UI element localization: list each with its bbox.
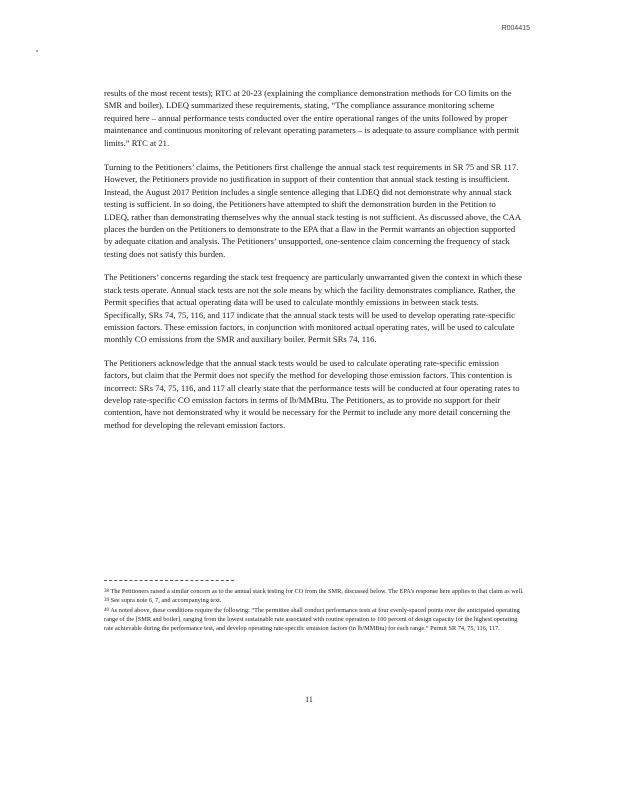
footnote-text: As noted above, these conditions require the following: “The permittee shall conduct performance tests at four evenly-spaced points over the anticipated operating range of the [SMR and boiler], ranging from the lowest sustainable rate associated with routine operation to 100 percent of design capacity for the highest operating rate achievable during the performance test, and develop operating rate-specific emission factors (in lb/MMBtu) for each range.” Permit SR 74, 75, 116, 117. bbox=[104, 606, 520, 633]
paragraph-continued: results of the most recent tests); RTC at 20-23 (explaining the compliance demonstration methods for CO limits on the SMR and boiler). LDEQ summarized these requirements, stating, “The compliance assurance monitoring scheme required here – annual performance tests conducted over the entire operational ranges of the units followed by proper maintenance and continuous monitoring of relevant operating parameters – is adequate to assure compliance with permit limits.” RTC at 21. bbox=[104, 88, 519, 148]
footnote-number: 40 bbox=[104, 607, 109, 613]
footnotes bbox=[104, 587, 524, 633]
footnote bbox=[104, 606, 524, 634]
footnote bbox=[104, 587, 524, 596]
page-number: 11 bbox=[305, 695, 313, 704]
bates-number: R004415 bbox=[501, 25, 530, 32]
scan-artifact bbox=[36, 50, 38, 52]
body-text bbox=[104, 87, 522, 442]
footnote-separator bbox=[104, 580, 234, 581]
footnote-text: The Petitioners raised a similar concern as to the annual stack testing for CO from the SMR, discussed below. The EPA’s response here applies to that claim as well. bbox=[110, 588, 524, 595]
paragraph-stack-test-claims: Turning to the Petitioners’ claims, the Petitioners first challenge the annual stack test requirements in SR 75 and SR 117. However, the Petitioners provide no justification in support of their contention that annual stack testing is insufficient. Instead, the August 2017 Petition includes a single sentence alleging that LDEQ did not demonstrate why annual stack testing is sufficient. In so doing, the Petitioners have attempted to shift the demonstration burden in the Petition to LDEQ, rather than demonstrating themselves why the annual stack testing is not sufficient. As discussed above, the CAA places the burden on the Petitioners to demonstrate to the EPA that a flaw in the Permit warrants an objection supported by adequate citation and analysis. The Petitioners’ unsupported, one-sentence claim concerning the frequency of stack testing does not satisfy this burden. bbox=[104, 162, 521, 259]
footnote-number: 38 bbox=[104, 589, 109, 594]
footnote bbox=[104, 596, 524, 605]
paragraph-emission-factors: The Petitioners acknowledge that the annual stack tests would be used to calculate operating rate-specific emission factors, but claim that the Permit does not specify the method for developing those emission factors. This contention is incorrect: SRs 74, 75, 116, and 117 all clearly state that the performance tests will be conducted at four operating rates to develop rate-specific CO emission factors in terms of lb/MMBtu. The Petitioners, as to provide no support for their contention, have not demonstrated why it would be necessary for the Permit to include any more detail concerning the method for developing the relevant emission factors. bbox=[104, 357, 520, 430]
footnote-text: See supra note 6, 7, and accompanying text. bbox=[110, 597, 222, 605]
footnote-number: 39 bbox=[104, 598, 109, 604]
paragraph-stack-test-frequency: The Petitioners’ concerns regarding the stack test frequency are particularly unwarranted given the context in which these stack tests operate. Annual stack tests are not the sole means by which the facility demonstrates compliance. Rather, the Permit specifies that actual operating data will be used to calculate monthly emissions in between stack tests. Specifically, SRs 74, 75, 116, and 117 indicate that the annual stack tests will be used to develop operating rate-specific emission factors. These emission factors, in conjunction with monitored actual operating rates, will be used to calculate monthly CO emissions from the SMR and auxiliary boiler. Permit SRs 74, 116. bbox=[104, 272, 522, 345]
